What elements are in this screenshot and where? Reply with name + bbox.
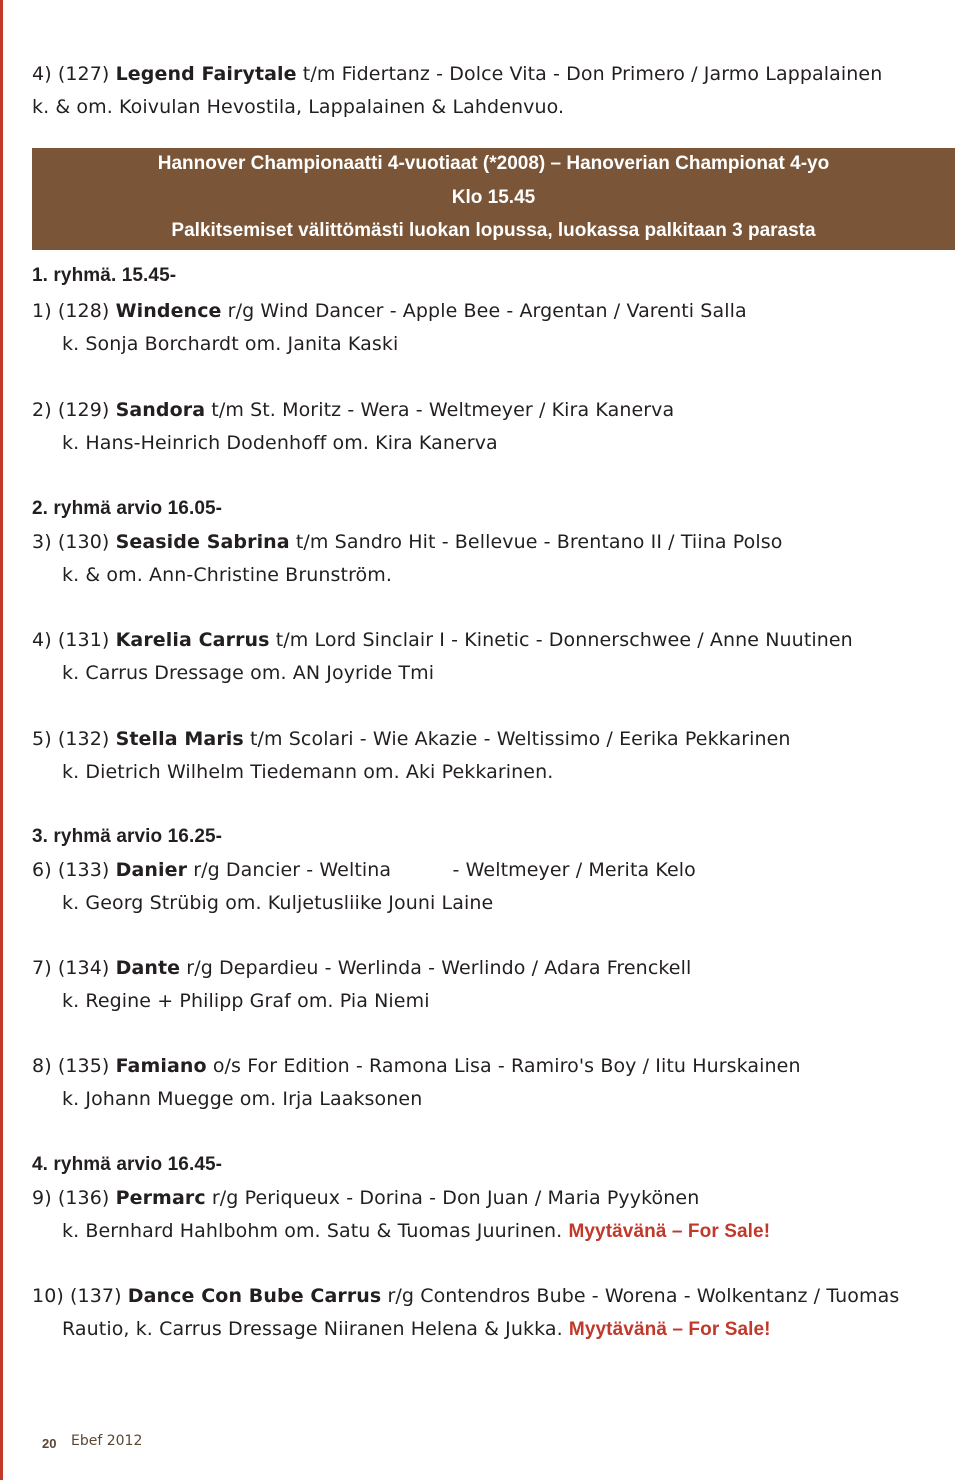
entry-133-owner: k. Georg Strübig om. Kuljetusliike Jouni Laine — [62, 892, 494, 914]
entry-pedigree: r/g Periqueux - Dorina - Don Juan / Maria Pyykönen — [205, 1187, 700, 1209]
horse-name: Permarc — [115, 1187, 206, 1209]
entry-prefix: 1) (128) — [32, 300, 116, 322]
entry-130-owner: k. & om. Ann-Christine Brunström. — [62, 564, 393, 586]
entry-132-owner: k. Dietrich Wilhelm Tiedemann om. Aki Pekkarinen. — [62, 761, 554, 783]
entry-pedigree: t/m St. Moritz - Wera - Weltmeyer / Kira Kanerva — [205, 399, 675, 421]
entry-137-owner — [62, 1317, 771, 1342]
publication-title: Ebef 2012 — [71, 1433, 143, 1449]
horse-name: Sandora — [115, 399, 206, 421]
horse-name: Famiano — [115, 1055, 207, 1077]
entry-127-line1 — [32, 62, 882, 86]
entry-135-owner: k. Johann Muegge om. Irja Laaksonen — [62, 1088, 423, 1110]
entry-prefix: 6) (133) — [32, 859, 116, 881]
entry-pedigree: t/m Lord Sinclair I - Kinetic - Donnerschwee / Anne Nuutinen — [269, 629, 853, 651]
entry-131-line1 — [32, 628, 853, 652]
entry-prefix: 2) (129) — [32, 399, 116, 421]
entry-129-owner: k. Hans-Heinrich Dodenhoff om. Kira Kanerva — [62, 432, 498, 454]
entry-136-line1 — [32, 1186, 699, 1210]
entry-128-line1 — [32, 299, 747, 323]
entry-prefix: 3) (130) — [32, 531, 116, 553]
entry-owner-text: Rautio, k. Carrus Dressage Niiranen Helena & Jukka. — [62, 1318, 569, 1340]
class-banner — [32, 148, 955, 250]
entry-prefix: 9) (136) — [32, 1187, 116, 1209]
entry-137-line1 — [32, 1284, 899, 1308]
entry-132-line1 — [32, 727, 791, 751]
entry-131-owner: k. Carrus Dressage om. AN Joyride Tmi — [62, 662, 435, 684]
page-number: 20 — [42, 1436, 57, 1451]
entry-pedigree: t/m Fidertanz - Dolce Vita - Don Primero / Jarmo Lappalainen — [296, 63, 883, 85]
horse-name: Dance Con Bube Carrus — [127, 1285, 382, 1307]
entry-prefix: 5) (132) — [32, 728, 116, 750]
group-4-heading: 4. ryhmä arvio 16.45- — [32, 1154, 223, 1175]
group-2-heading: 2. ryhmä arvio 16.05- — [32, 498, 223, 519]
for-sale-label: Myytävänä – For Sale! — [568, 1221, 771, 1242]
entry-pedigree: t/m Scolari - Wie Akazie - Weltissimo / Eerika Pekkarinen — [243, 728, 791, 750]
entry-prefix: 4) (131) — [32, 629, 116, 651]
entry-129-line1 — [32, 398, 674, 422]
entry-pedigree: r/g Dancier - Weltina - Weltmeyer / Merita Kelo — [187, 859, 696, 881]
banner-time: Klo 15.45 — [451, 187, 536, 208]
entry-134-line1 — [32, 956, 691, 980]
entry-prefix: 7) (134) — [32, 957, 116, 979]
horse-name: Karelia Carrus — [115, 629, 270, 651]
entry-owner-text: k. Bernhard Hahlbohm om. Satu & Tuomas Juurinen. — [62, 1220, 569, 1242]
entry-133-line1 — [32, 858, 696, 882]
entry-pedigree: o/s For Edition - Ramona Lisa - Ramiro's Boy / Iitu Hurskainen — [206, 1055, 801, 1077]
group-3-heading: 3. ryhmä arvio 16.25- — [32, 826, 223, 847]
entry-prefix: 8) (135) — [32, 1055, 116, 1077]
entry-130-line1 — [32, 530, 782, 554]
entry-prefix: 4) (127) — [32, 63, 116, 85]
horse-name: Windence — [115, 300, 222, 322]
banner-note: Palkitsemiset välittömästi luokan lopussa, luokassa palkitaan 3 parasta — [171, 220, 816, 241]
entry-136-owner — [62, 1219, 770, 1244]
entry-pedigree: r/g Depardieu - Werlinda - Werlindo / Adara Frenckell — [180, 957, 692, 979]
horse-name: Legend Fairytale — [115, 63, 297, 85]
banner-title: Hannover Championaatti 4-vuotiaat (*2008) – Hanoverian Championat 4-yo — [157, 153, 830, 174]
entry-pedigree: r/g Wind Dancer - Apple Bee - Argentan / Varenti Salla — [221, 300, 747, 322]
entry-pedigree: r/g Contendros Bube - Worena - Wolkentanz / Tuomas — [381, 1285, 900, 1307]
for-sale-label: Myytävänä – For Sale! — [568, 1319, 771, 1340]
horse-name: Stella Maris — [115, 728, 244, 750]
entry-prefix: 10) (137) — [32, 1285, 128, 1307]
horse-name: Danier — [115, 859, 188, 881]
entry-128-owner: k. Sonja Borchardt om. Janita Kaski — [62, 333, 399, 355]
group-1-heading: 1. ryhmä. 15.45- — [32, 265, 177, 286]
entry-135-line1 — [32, 1054, 801, 1078]
left-margin-rule — [0, 0, 3, 1480]
entry-134-owner: k. Regine + Philipp Graf om. Pia Niemi — [62, 990, 430, 1012]
entry-127-owner: k. & om. Koivulan Hevostila, Lappalainen & Lahdenvuo. — [32, 96, 565, 118]
entry-pedigree: t/m Sandro Hit - Bellevue - Brentano II / Tiina Polso — [289, 531, 783, 553]
horse-name: Seaside Sabrina — [115, 531, 290, 553]
horse-name: Dante — [115, 957, 181, 979]
